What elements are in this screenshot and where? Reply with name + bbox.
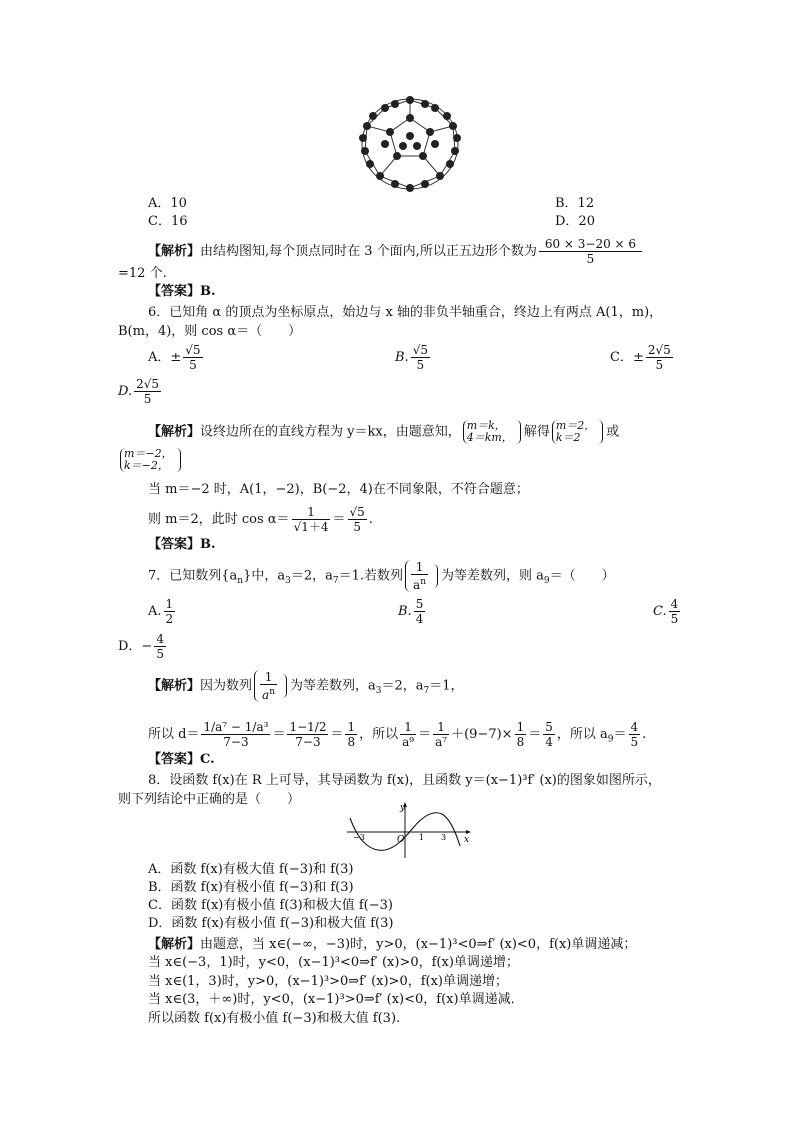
subscript: 9: [543, 576, 550, 587]
atom-dot: [363, 122, 371, 130]
fraction: [345, 720, 357, 749]
q8-stem-line2: 则下列结论中正确的是（ ）: [118, 792, 301, 807]
frac-num: 5: [545, 720, 553, 734]
q8-analysis-line5: 所以函数 f(x)有极小值 f(−3)和极大值 f(3).: [148, 1011, 401, 1026]
q7-option-d: [118, 632, 168, 661]
answer-label: 【答案】: [148, 752, 201, 767]
q6-analysis: [148, 420, 619, 444]
brace-close: [516, 420, 521, 444]
origin-label: O: [397, 835, 405, 845]
frac-num: 4: [670, 597, 679, 611]
den-base: a: [262, 688, 270, 702]
q6-line-a: 当 m＝−2 时，A(1，−2)，B(−2，4)在不同象限，不符合题意；: [148, 482, 529, 497]
stem-text: ＝（ ）: [549, 568, 615, 584]
subscript: 3: [285, 576, 291, 587]
q5-analysis: [148, 237, 644, 266]
q5-option-d: D．20: [555, 214, 595, 229]
stem-text: 为等差数列，则 a: [440, 568, 544, 584]
q8-analysis-line3: 当 x∈(1，3)时，y>0，(x−1)³>0⇒f′ (x)>0，f(x)单调递增；: [148, 974, 509, 989]
answer-value: C.: [200, 752, 215, 767]
equation-system: [552, 420, 595, 444]
solve-text: 解得: [523, 424, 550, 440]
atom-dot: [436, 172, 444, 180]
frac-den: 8: [347, 735, 356, 749]
q6-option-c: [610, 343, 675, 372]
opt-prefix: C．±: [610, 350, 644, 365]
fraction: [164, 597, 176, 626]
tick-1: 1: [419, 833, 425, 842]
fraction: [411, 343, 430, 372]
analysis-text: 为等差数列，a: [289, 678, 376, 694]
x-label: x: [464, 835, 470, 845]
atom-dot: [431, 104, 439, 112]
stem-text: ＝2，a: [290, 568, 333, 584]
line-text: 则 m＝2，此时 cos α＝: [148, 512, 290, 527]
atom-dot: [386, 128, 394, 136]
frac-den: [411, 575, 428, 592]
brace-close: [282, 674, 287, 698]
calc-text: ＝: [418, 727, 432, 742]
q7-stem: [148, 560, 615, 592]
calc-text: ＝: [528, 727, 542, 742]
frac-num: 1: [433, 720, 449, 735]
brace-close: [598, 420, 603, 444]
atom-dot: [446, 160, 454, 168]
answer-label: 【答案】: [148, 537, 201, 552]
q6-line-b: 则 m＝2，此时 cos α＝ $\frac{1}{√1+4}$ ＝ $\frac{√5}{5}$ .: [148, 505, 373, 534]
frac-den: √1＋4: [293, 520, 329, 534]
atom-dot: [426, 128, 434, 136]
frac-num: 1: [411, 560, 428, 575]
atom-dot: [381, 104, 389, 112]
calc-text: ＝: [613, 727, 627, 742]
frac-den: 7−3: [223, 735, 249, 749]
den-sup: n: [420, 577, 426, 587]
q6-stem-line1: [148, 305, 662, 321]
frac-den: 5: [655, 358, 664, 372]
analysis-label: 【解析】: [148, 424, 201, 440]
atom-dot: [421, 100, 429, 108]
q8-option-b: B．函数 f(x)有极小值 f(−3)和 f(3): [148, 880, 354, 895]
q6-stem-text: 6．已知角 α 的顶点为坐标原点，始边与 x 轴的非负半轴重合，终边上有两点 A(1，m)，: [148, 305, 663, 320]
fraction: [414, 597, 426, 626]
q7-option-c: [653, 597, 682, 626]
atom-dot: [451, 147, 459, 155]
frac-den: 5: [586, 252, 595, 266]
calc-text: 所以 d＝: [148, 727, 200, 742]
opt-prefix: C.: [653, 604, 667, 619]
frac-den: 5: [353, 520, 361, 534]
tick-minus3: −3: [353, 833, 365, 842]
q8-option-a: A．函数 f(x)有极大值 f(−3)和 f(3): [148, 862, 354, 877]
sys-line: 4＝km，: [466, 431, 513, 444]
tick-3: 3: [441, 833, 447, 842]
frac-num: 1: [400, 720, 416, 735]
analysis-label: 【解析】: [148, 244, 201, 259]
frac-den: 8: [516, 735, 525, 749]
frac-den: [260, 685, 277, 702]
atom-dot: [376, 172, 384, 180]
den-base: a: [413, 578, 421, 592]
atom-dot: [453, 134, 461, 142]
atom-dot: [359, 134, 367, 142]
analysis-text: 设终边所在的直线方程为 y＝kx，由题意知，: [200, 424, 461, 440]
subscript: 9: [607, 734, 614, 745]
fraction: [669, 597, 681, 626]
fraction: [260, 670, 277, 702]
fraction: [539, 237, 642, 266]
q8-option-c: C．函数 f(x)有极小值 f(3)和极大值 f(−3): [148, 898, 393, 913]
stem-text: ＝1.若数列: [338, 568, 404, 584]
atom-dot: [406, 132, 414, 140]
analysis-label: 【解析】: [148, 678, 201, 694]
q5-option-b: B．12: [555, 196, 595, 211]
frac-den: 5: [156, 647, 164, 661]
frac-num: 1: [292, 505, 331, 520]
q7-option-b: [398, 597, 427, 626]
opt-prefix: D．−: [118, 639, 153, 654]
subscript: 7: [423, 686, 430, 697]
q8-analysis-line2: 当 x∈(−3，1)时，y<0，(x−1)³<0⇒f′ (x)>0，f(x)单调递增；: [148, 955, 519, 970]
q6-option-b: [395, 343, 432, 372]
fraction: [287, 720, 328, 749]
sys-line: m＝−2，: [124, 447, 173, 460]
brace-close: [176, 448, 181, 472]
fraction: [201, 720, 270, 749]
analysis-text: 由结构图知,每个顶点同时在 3 个面内,所以正五边形个数为: [200, 244, 537, 259]
analysis-text: ＝2，a: [381, 678, 424, 694]
calc-text: ＝: [272, 727, 286, 742]
x-axis-arrow: [466, 830, 471, 834]
fraction: [411, 560, 428, 592]
frac-den: a⁷: [435, 735, 448, 749]
fraction: [543, 720, 555, 749]
q5-option-a: A．10: [148, 196, 187, 211]
opt-prefix: A．±: [148, 350, 182, 365]
q7-answer: [148, 752, 215, 768]
frac-num: √5: [185, 343, 201, 357]
frac-num: 2√5: [647, 343, 671, 357]
fraction: [629, 720, 641, 749]
subscript: n: [237, 576, 244, 587]
q7-analysis: [148, 670, 464, 702]
q6-stem-line2: B(m，4)，则 cos α＝（ ）: [118, 324, 302, 339]
sequence-brace: [405, 560, 430, 592]
q8-stem-line1: 8．设函数 f(x)在 R 上可导，其导函数为 f(x)，且函数 y＝(x−1)³f′ (x)的图象如图所示，: [148, 773, 661, 788]
opt-prefix: A.: [148, 604, 162, 619]
frac-num: 1/a⁷ − 1/a³: [203, 720, 269, 734]
atom-dot: [361, 147, 369, 155]
q7-option-a: [148, 597, 177, 626]
den-sup: n: [269, 687, 275, 697]
frac-num: 1: [516, 720, 525, 734]
frac-den: 5: [143, 392, 152, 406]
q6-option-d: [118, 377, 163, 406]
or-text: 或: [606, 424, 620, 440]
fraction: [433, 720, 449, 749]
analysis-text: 因为数列: [200, 678, 253, 694]
subscript: 3: [375, 686, 382, 697]
frac-den: 7−3: [295, 735, 321, 749]
sys-line: k＝−2，: [124, 459, 169, 472]
brace-close: [433, 564, 438, 588]
fraction: [183, 343, 202, 372]
q7-calc: 所以 d＝ $\frac{\text{1/a⁷ − 1/a³}}{7-3}$ ＝ $\frac{1-1/2}{7-3}$ ＝ $\frac{1}{8}$ ，所以 $\frac{1}{\text{a⁹}}$ ＝ $\frac{1}{\text{a⁷}}$ ＋(9−7)× $\frac{1}{8}$ ＝ $\frac{5}{4}$ ，所以 $a_9=$ $\frac{4}{5}$ .: [148, 720, 647, 749]
fraction: [646, 343, 673, 372]
q8-analysis-line1: [148, 937, 636, 953]
atom-dot: [366, 160, 374, 168]
sys-line: k＝2: [555, 431, 581, 444]
calc-text: ＋(9−7)×: [451, 727, 513, 742]
q6-option-a: [148, 343, 205, 372]
atom-dot: [406, 96, 414, 104]
q6-system-3: [118, 448, 184, 472]
fraction: [134, 377, 161, 406]
fullerene-figure: [355, 96, 465, 192]
q8-option-d: D．函数 f(x)有极小值 f(−3)和极大值 f(3): [148, 916, 394, 931]
atom-dot: [399, 142, 407, 150]
sys-line: m＝2，: [555, 419, 596, 432]
frac-den: 2: [165, 612, 174, 626]
answer-value: B.: [200, 284, 216, 299]
analysis-text: 由题意，当 x∈(−∞，−3)时，y>0，(x−1)³<0⇒f′ (x)<0，f(x)单调递减；: [200, 937, 637, 952]
calc-text: ，所以 a: [556, 727, 608, 742]
fraction: [348, 505, 367, 534]
frac-den: 4: [545, 735, 553, 749]
q5-analysis-end: =12 个.: [118, 266, 167, 281]
atom-dot: [369, 112, 377, 120]
atom-dot: [391, 180, 399, 188]
q5-answer: [148, 284, 216, 300]
frac-num: 60 × 3−20 × 6: [539, 237, 642, 252]
opt-prefix: B.: [398, 604, 412, 619]
atom-dot: [421, 180, 429, 188]
y-label: y: [400, 803, 406, 813]
atom-dot: [393, 152, 401, 160]
calc-text: ＝: [330, 727, 344, 742]
frac-num: 5: [415, 597, 424, 611]
frac-num: 4: [630, 720, 639, 734]
stem-text: }中，a: [243, 568, 286, 584]
q8-analysis-line4: 当 x∈(3，＋∞)时，y<0，(x−1)³>0⇒f′ (x)<0，f(x)单调递减．: [148, 992, 524, 1007]
fraction: [292, 505, 331, 534]
q6-answer: [148, 537, 216, 553]
equation-system: [463, 420, 513, 444]
sequence-brace: [254, 670, 279, 702]
atom-dot: [443, 112, 451, 120]
frac-num: 1: [165, 597, 174, 611]
calc-text: ，所以: [359, 727, 399, 742]
opt-prefix: D.: [118, 384, 133, 399]
frac-den: 5: [189, 358, 197, 372]
atom-dot: [406, 114, 414, 122]
frac-num: 1: [347, 720, 356, 734]
atom-dot: [406, 184, 414, 192]
frac-num: 2√5: [136, 377, 160, 391]
atom-dot: [419, 152, 427, 160]
answer-label: 【答案】: [148, 284, 201, 299]
q5-option-c: C．16: [148, 214, 188, 229]
atom-dot: [431, 140, 439, 148]
frac-den: a⁹: [402, 735, 415, 749]
atom-dot: [381, 140, 389, 148]
frac-den: 5: [416, 358, 425, 372]
frac-num: 1−1/2: [289, 720, 327, 734]
frac-den: 5: [630, 735, 639, 749]
frac-num: √5: [412, 343, 428, 357]
analysis-text: ＝1，: [429, 678, 464, 694]
fraction: [400, 720, 416, 749]
frac-den: 4: [415, 612, 424, 626]
frac-den: 5: [670, 612, 679, 626]
q8-function-graph: [345, 800, 475, 860]
atom-dot: [413, 142, 421, 150]
atom-dot: [449, 122, 457, 130]
fraction: [515, 720, 527, 749]
atom-dot: [391, 100, 399, 108]
stem-text: 7．已知数列{a: [148, 568, 238, 584]
answer-value: B.: [200, 537, 216, 552]
subscript: 7: [332, 576, 339, 587]
frac-num: 1: [260, 670, 277, 685]
fraction: [154, 632, 166, 661]
analysis-label: 【解析】: [148, 937, 201, 952]
opt-prefix: B.: [395, 350, 409, 365]
frac-num: √5: [349, 505, 365, 519]
sys-line: m＝k，: [466, 419, 506, 432]
equation-system: [120, 448, 173, 472]
frac-num: 4: [156, 632, 164, 646]
